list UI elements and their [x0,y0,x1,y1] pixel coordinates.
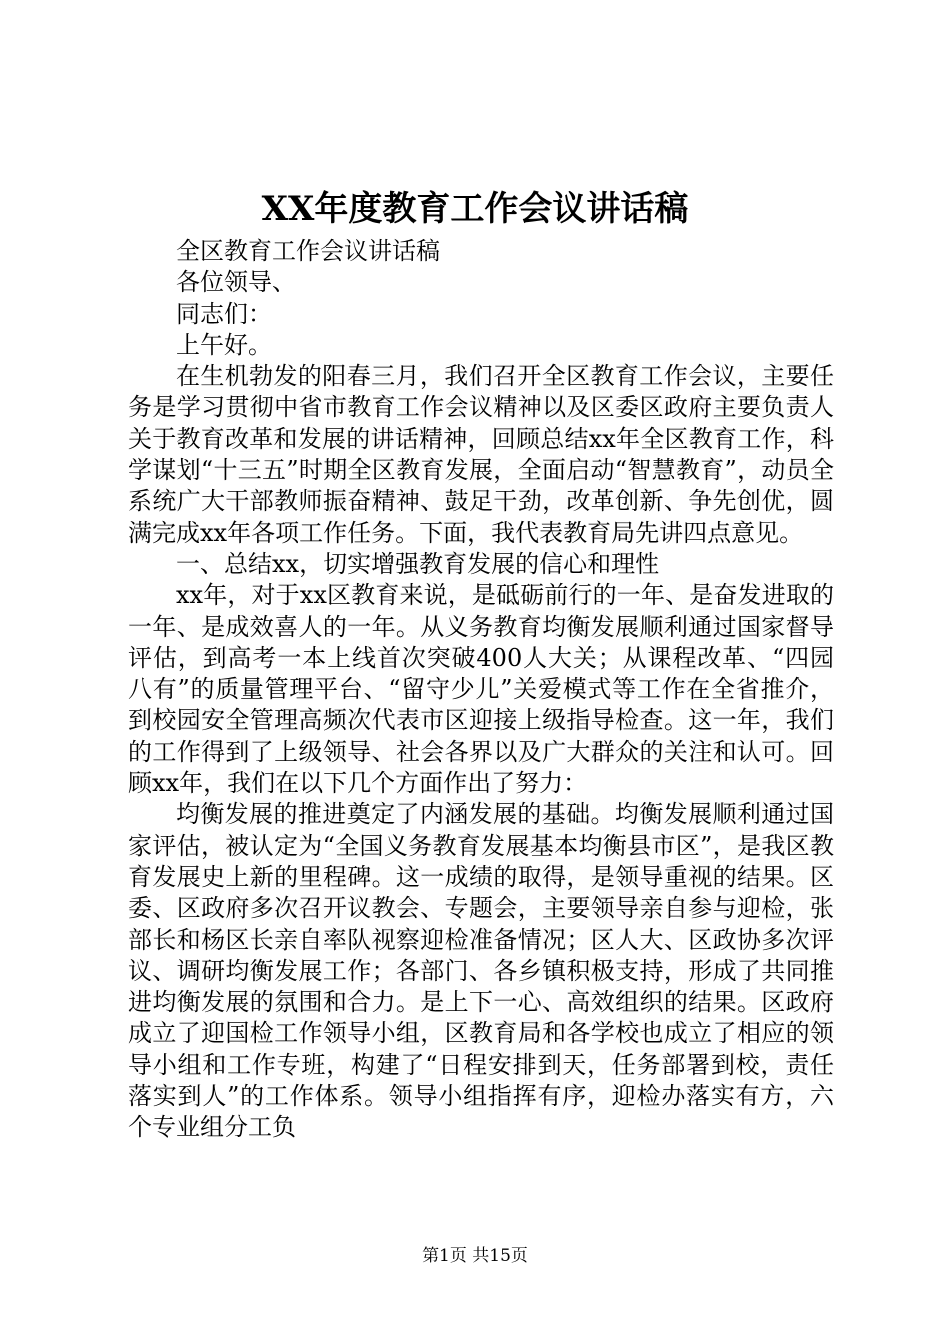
paragraph-subtitle: 全区教育工作会议讲话稿 [176,237,440,265]
paragraph-review: xx年，对于xx区教育来说，是砥砺前行的一年、是奋发进取的一年、是成效喜人的一年。从义务教育均衡发展顺利通过国家督导评估，到高考一本上线首次突破400人大关；从课程改革、“四园八有”的质量管理平台、“留守少儿”关爱模式等工作在全省推介，到校园安全管理高频次代表市区迎接上级指导检查。这一年，我们的工作得到了上级领导、社会各界以及广大群众的关注和认可。回顾xx年，我们在以下几个方面作出了努力： [128,581,834,798]
paragraph-intro: 在生机勃发的阳春三月，我们召开全区教育工作会议，主要任务是学习贯彻中省市教育工作会议精神以及区委区政府主要负责人关于教育改革和发展的讲话精神，回顾总结xx年全区教育工作，科学谋划“十三五”时期全区教育发展，全面启动“智慧教育”，动员全系统广大干部教师振奋精神、鼓足干劲，改革创新、争先创优，圆满完成xx年各项工作任务。下面，我代表教育局先讲四点意见。 [128,362,834,547]
paragraph-salutation-comrades: 同志们： [176,299,272,328]
paragraph-balanced-development: 均衡发展的推进奠定了内涵发展的基础。均衡发展顺利通过国家评估，被认定为“全国义务教育发展基本均衡县市区”，是我区教育发展史上新的里程碑。这一成绩的取得，是领导重视的结果。区委、区政府多次召开议教会、专题会，主要领导亲自参与迎检，张部长和杨区长亲自率队视察迎检准备情况；区人大、区政协多次评议、调研均衡发展工作；各部门、各乡镇积极支持，形成了共同推进均衡发展的氛围和合力。是上下一心、高效组织的结果。区政府成立了迎国检工作领导小组，区教育局和各学校也成立了相应的领导小组和工作专班，构建了“日程安排到天，任务部署到校，责任落实到人”的工作体系。领导小组指挥有序，迎检办落实有方，六个专业组分工负 [128,800,834,1142]
paragraph-salutation-leaders: 各位领导、 [176,268,296,297]
page-footer: 第1页 共15页 [422,1246,528,1266]
paragraph-section-heading: 一、总结xx，切实增强教育发展的信心和理性 [176,549,660,578]
document-body [128,236,834,1144]
paragraph-greeting: 上午好。 [176,330,272,359]
document-title: XX年度教育工作会议讲话稿 [261,189,689,229]
